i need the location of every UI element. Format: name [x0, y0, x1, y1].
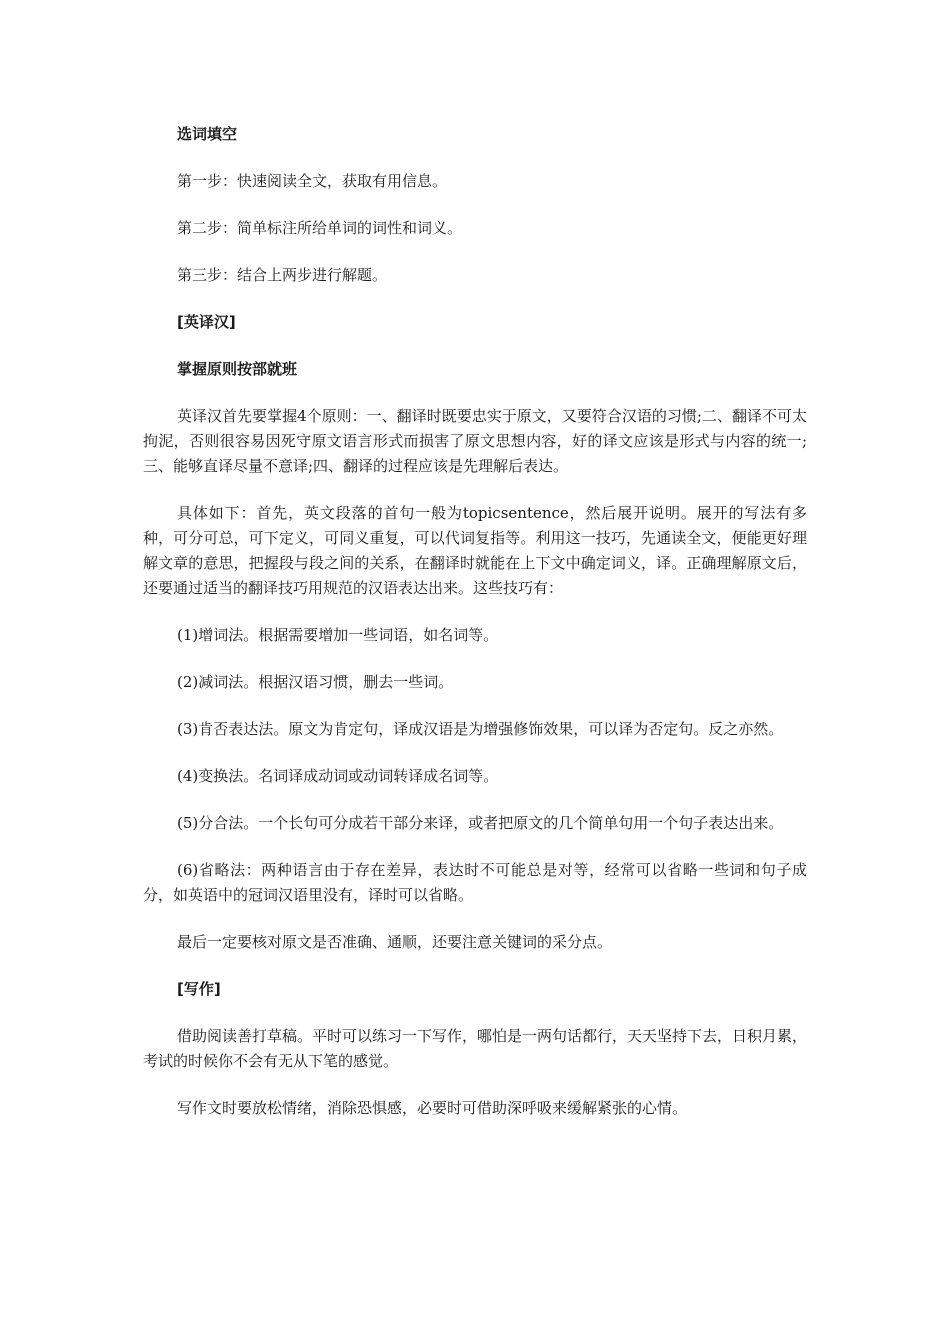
- paragraph-principles: 英译汉首先要掌握4个原则：一、翻译时既要忠实于原文，又要符合汉语的习惯;二、翻译不可太拘泥，否则很容易因死守原文语言形式而损害了原文思想内容，好的译文应该是形式与内容的统一;三、能够直译尽量不意译;四、翻译的过程应该是先理解后表达。: [143, 407, 807, 475]
- document-body: [143, 122, 807, 1143]
- section-heading-writing: [写作]: [177, 980, 221, 998]
- list-item-technique-4: (4)变换法。名词译成动词或动词转译成名词等。: [177, 767, 499, 785]
- paragraph-step-3: 第三步：结合上两步进行解题。: [177, 266, 388, 284]
- paragraph-step-1: 第一步：快速阅读全文，获取有用信息。: [177, 172, 448, 190]
- section-heading-translation: [英译汉]: [177, 313, 236, 331]
- list-item-technique-6: (6)省略法：两种语言由于存在差异，表达时不可能总是对等，经常可以省略一些词和句子成分，如英语中的冠词汉语里没有，译时可以省略。: [143, 861, 807, 904]
- paragraph-final-check: 最后一定要核对原文是否准确、通顺，还要注意关键词的采分点。: [177, 933, 613, 951]
- subheading-principles: 掌握原则按部就班: [177, 360, 298, 378]
- section-heading-xuanci: 选词填空: [177, 125, 238, 143]
- paragraph-details: 具体如下：首先，英文段落的首句一般为topicsentence，然后展开说明。展开的写法有多种，可分可总，可下定义，可同义重复，可以代词复指等。利用这一技巧，先通读全文，便能更好理解文章的意思，把握段与段之间的关系，在翻译时就能在上下文中确定词义，译。正确理解原文后，还要通过适当的翻译技巧用规范的汉语表达出来。这些技巧有：: [143, 504, 807, 597]
- paragraph-writing-relax: 写作文时要放松情绪，消除恐惧感，必要时可借助深呼吸来缓解紧张的心情。: [177, 1099, 688, 1117]
- paragraph-writing-draft: 借助阅读善打草稿。平时可以练习一下写作，哪怕是一两句话都行，天天坚持下去，日积月累，考试的时候你不会有无从下笔的感觉。: [143, 1027, 808, 1070]
- list-item-technique-1: (1)增词法。根据需要增加一些词语，如名词等。: [177, 626, 499, 644]
- paragraph-step-2: 第二步：简单标注所给单词的词性和词义。: [177, 219, 463, 237]
- list-item-technique-3: (3)肯否表达法。原文为肯定句，译成汉语是为增强修饰效果，可以译为否定句。反之亦然。: [177, 720, 784, 738]
- list-item-technique-2: (2)减词法。根据汉语习惯，删去一些词。: [177, 673, 454, 691]
- list-item-technique-5: (5)分合法。一个长句可分成若干部分来译，或者把原文的几个简单句用一个句子表达出来。: [177, 814, 784, 832]
